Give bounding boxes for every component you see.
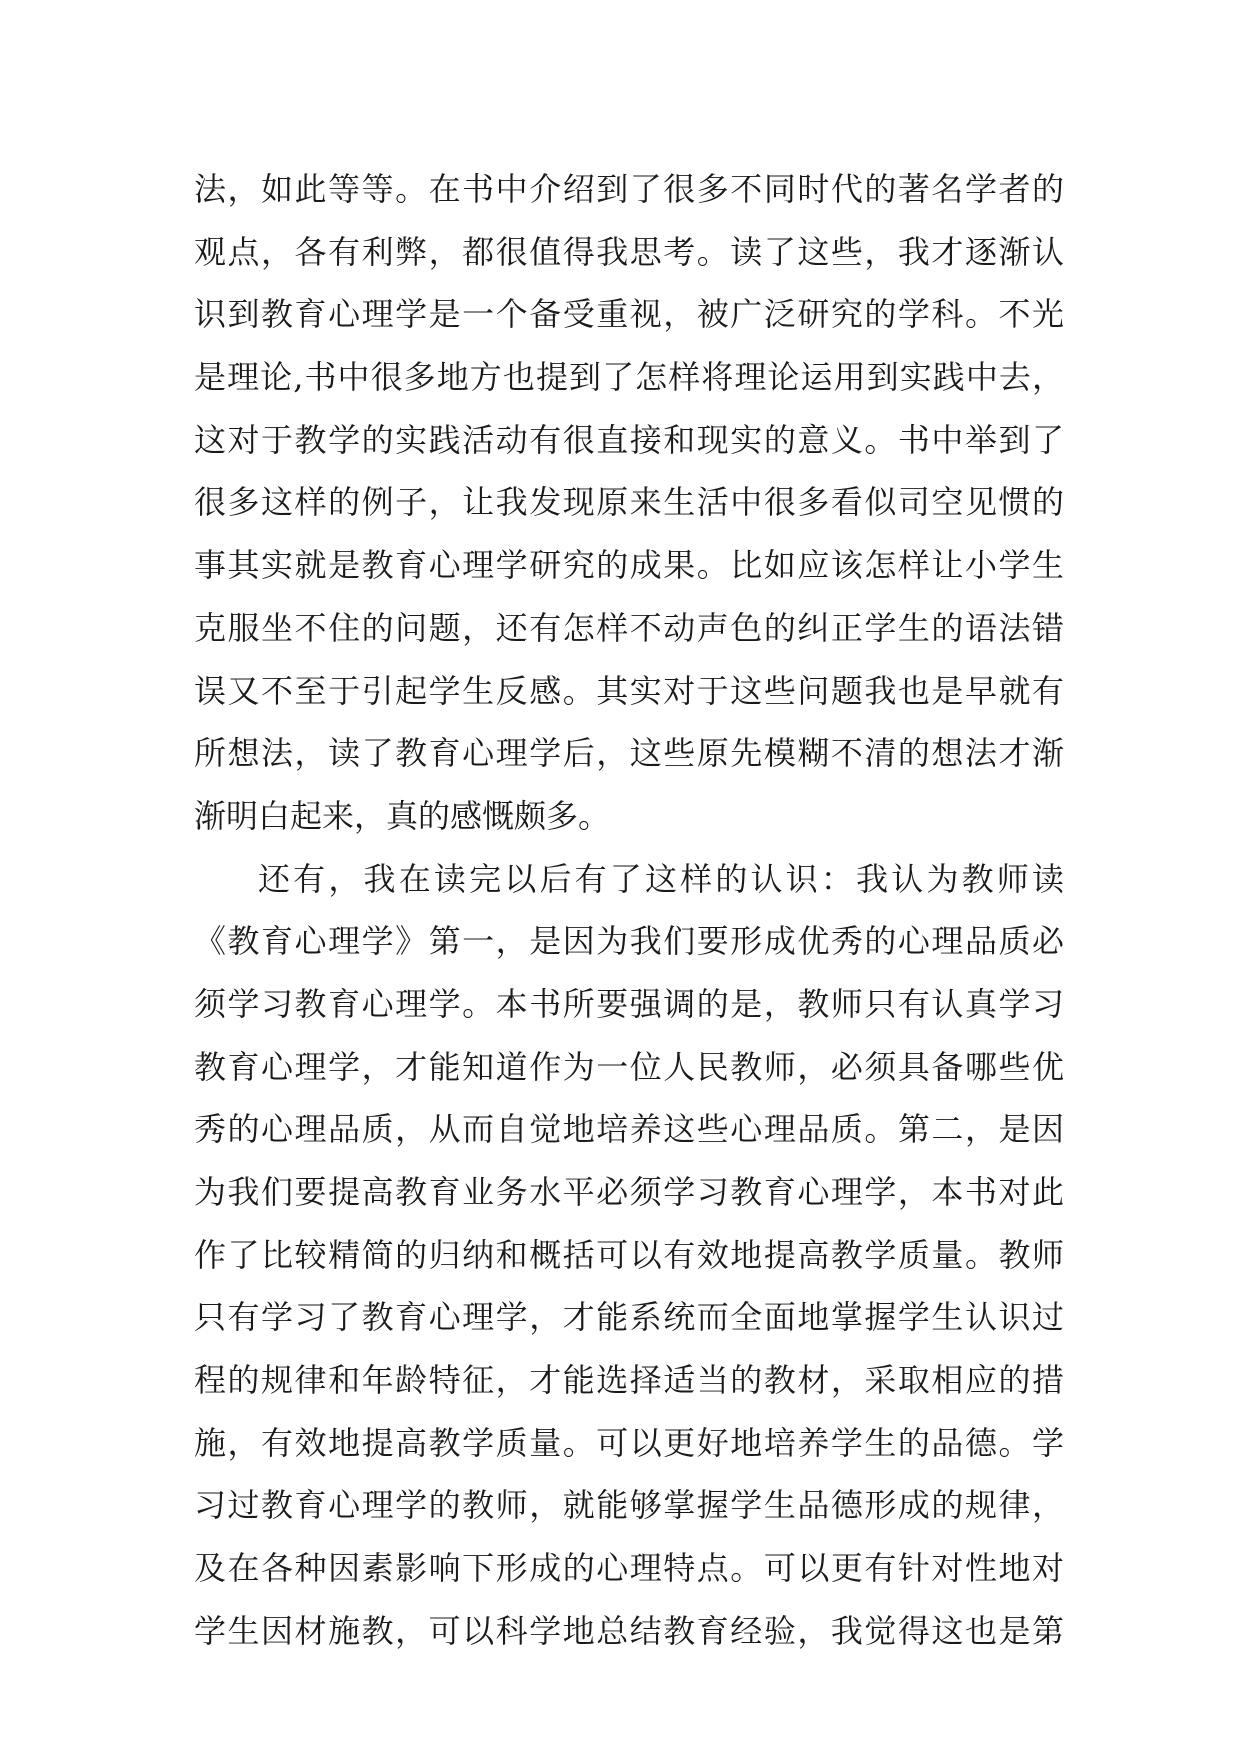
text-line: 识到教育心理学是一个备受重视，被广泛研究的学科。不光 (194, 295, 1064, 334)
text-line: 习过教育心理学的教师，就能够掌握学生品德形成的规律， (194, 1486, 1064, 1525)
text-line: 学生因材施教，可以科学地总结教育经验，我觉得这也是第 (194, 1611, 1064, 1650)
paragraph-1 (194, 158, 1064, 848)
text-line: 克服坐不住的问题，还有怎样不动声色的纠正学生的语法错 (194, 608, 1064, 647)
text-line: 所想法，读了教育心理学后，这些原先模糊不清的想法才渐 (194, 734, 1064, 773)
text-line: 观点，各有利弊，都很值得我思考。读了这些，我才逐渐认 (194, 232, 1064, 271)
text-line: 须学习教育心理学。本书所要强调的是，教师只有认真学习 (194, 984, 1064, 1023)
text-line: 事其实就是教育心理学研究的成果。比如应该怎样让小学生 (194, 546, 1064, 585)
text-line: 秀的心理品质，从而自觉地培养这些心理品质。第二，是因 (194, 1110, 1064, 1149)
text-line: 程的规律和年龄特征，才能选择适当的教材，采取相应的措 (194, 1361, 1064, 1400)
body-text (194, 158, 1064, 1663)
text-line: 只有学习了教育心理学，才能系统而全面地掌握学生认识过 (194, 1298, 1064, 1337)
text-line: 教育心理学，才能知道作为一位人民教师，必须具备哪些优 (194, 1047, 1064, 1086)
text-line: 《教育心理学》第一，是因为我们要形成优秀的心理品质必 (194, 922, 1064, 961)
text-line: 为我们要提高教育业务水平必须学习教育心理学，本书对此 (194, 1173, 1064, 1211)
text-line: 是理论,书中很多地方也提到了怎样将理论运用到实践中去， (194, 358, 1064, 397)
text-line: 作了比较精简的归纳和概括可以有效地提高教学质量。教师 (194, 1235, 1064, 1274)
text-line: 及在各种因素影响下形成的心理特点。可以更有针对性地对 (194, 1549, 1064, 1588)
text-line: 渐明白起来，真的感慨颇多。 (194, 796, 611, 835)
paragraph-2 (194, 848, 1064, 1663)
text-line: 这对于教学的实践活动有很直接和现实的意义。书中举到了 (194, 420, 1064, 459)
text-line: 误又不至于引起学生反感。其实对于这些问题我也是早就有 (194, 671, 1064, 710)
text-line: 还有，我在读完以后有了这样的认识：我认为教师读 (258, 859, 1064, 898)
text-line: 法，如此等等。在书中介绍到了很多不同时代的著名学者的 (194, 170, 1064, 208)
text-line: 施，有效地提高教学质量。可以更好地培养学生的品德。学 (194, 1423, 1064, 1462)
text-line: 很多这样的例子，让我发现原来生活中很多看似司空见惯的 (194, 483, 1064, 522)
